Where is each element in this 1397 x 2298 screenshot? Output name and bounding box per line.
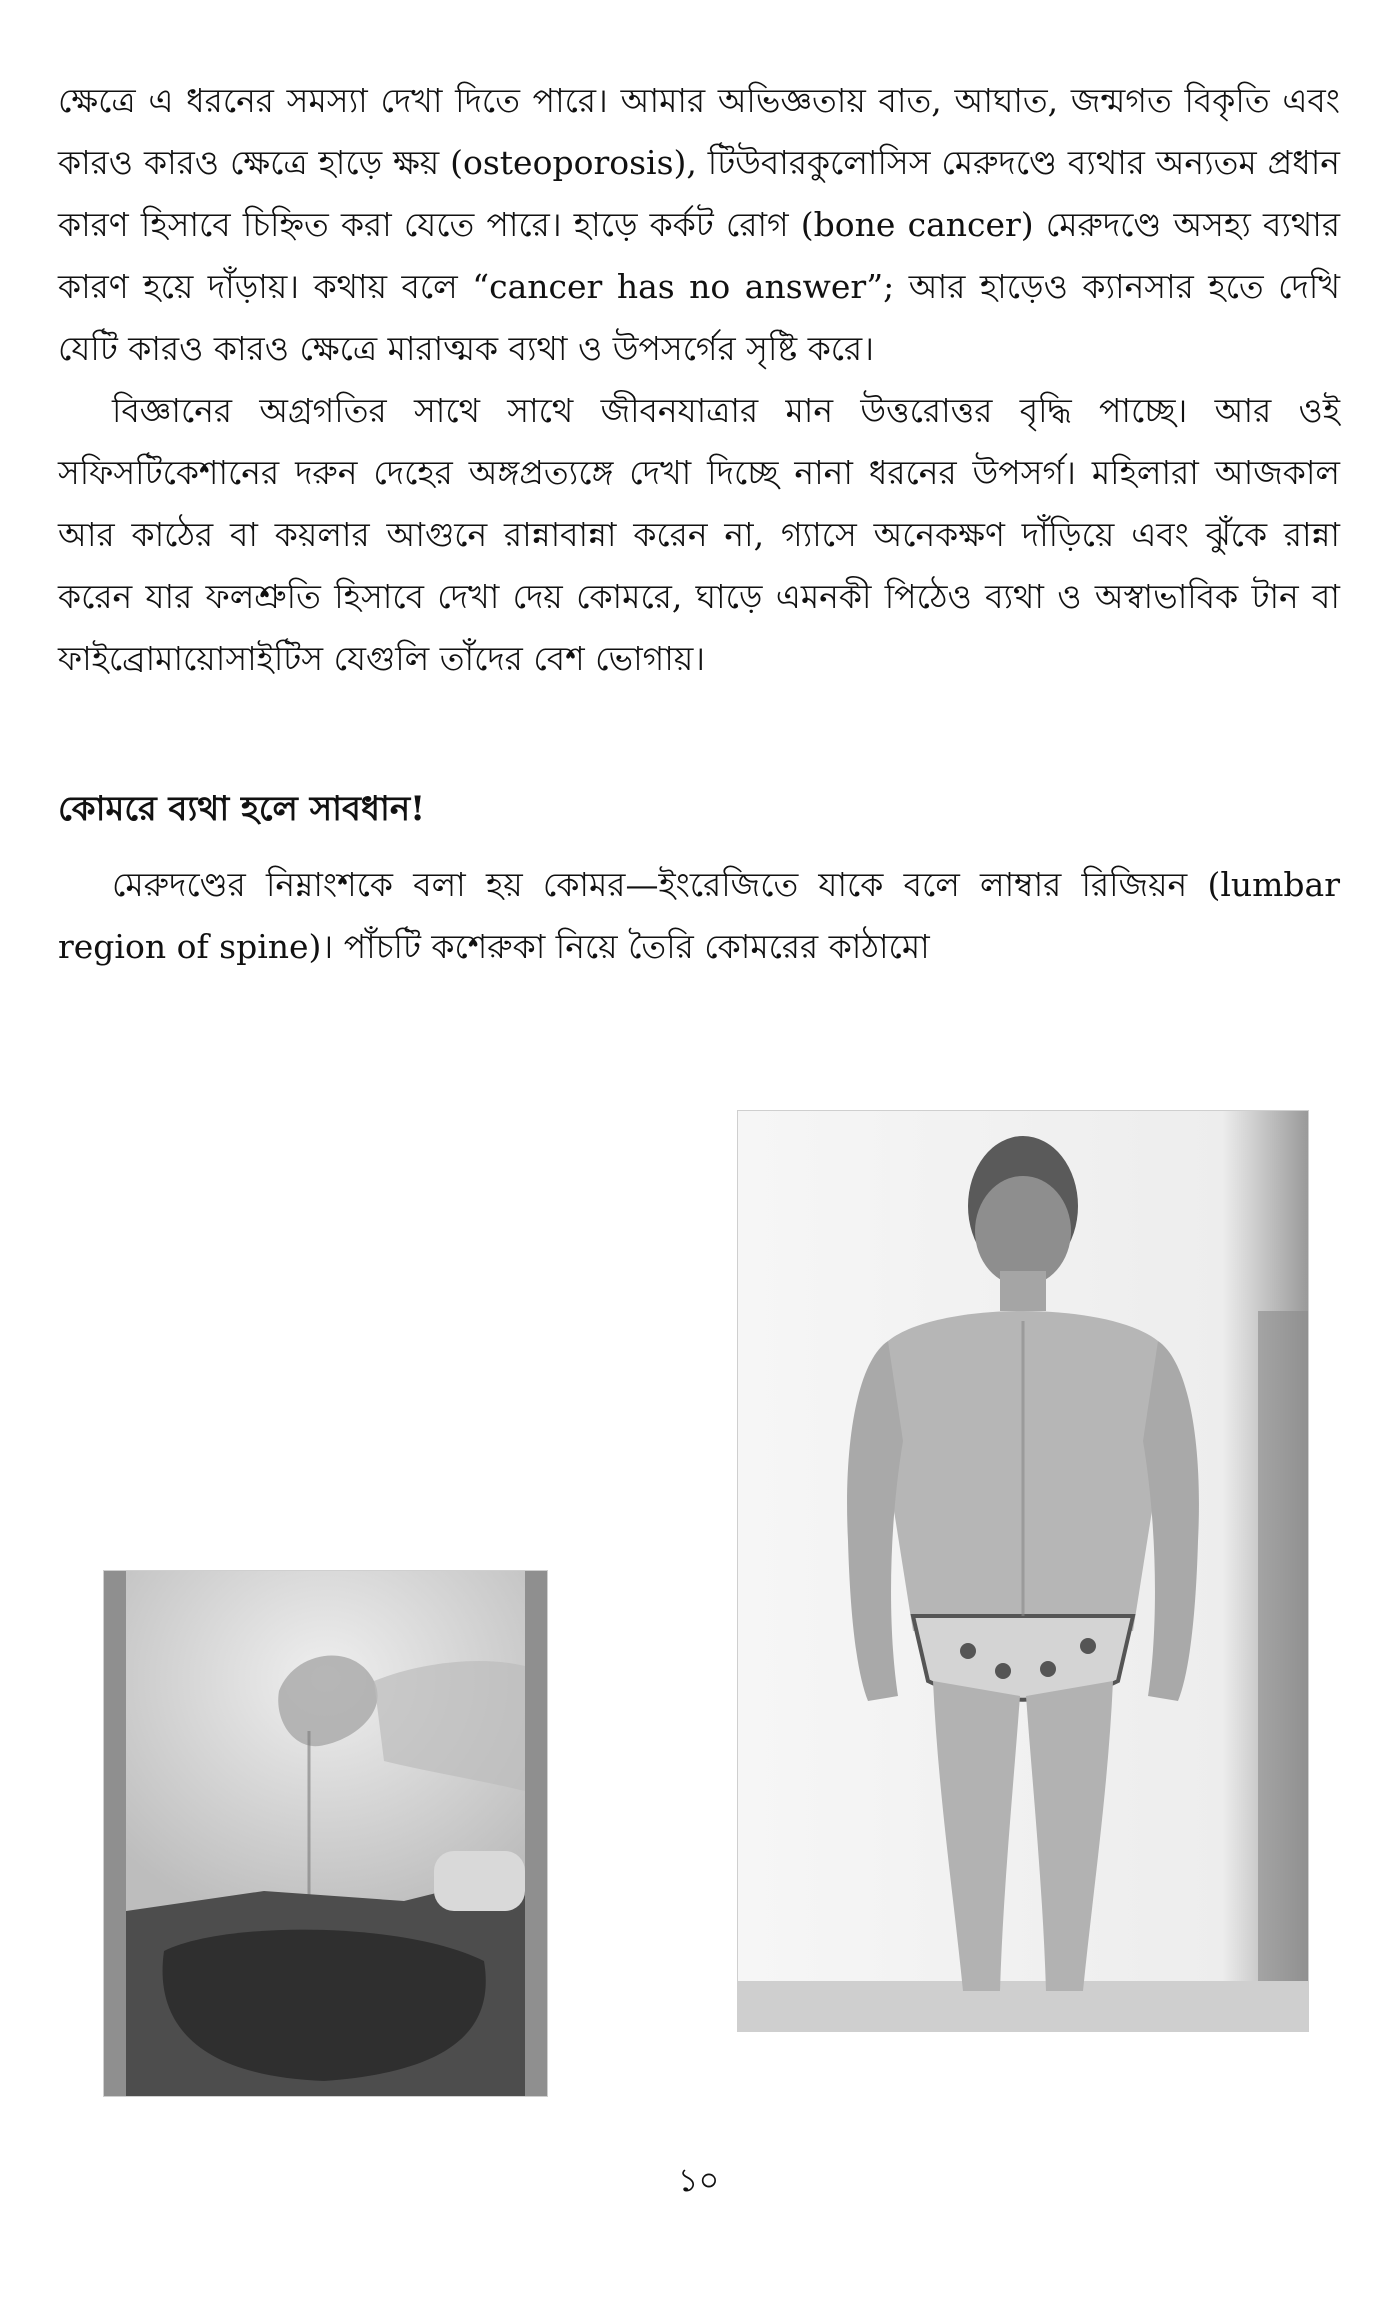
- paragraph-1: ক্ষেত্রে এ ধরনের সমস্যা দেখা দিতে পারে। আমার অভিজ্ঞতায় বাত, আঘাত, জন্মগত বিকৃতি এবং কারও কারও ক্ষেত্রে হাড়ে ক্ষয় (osteoporosis), টিউবারকুলোসিস মেরুদণ্ডে ব্যথার অন্যতম প্রধান কারণ হিসাবে চিহ্নিত করা যেতে পারে। হাড়ে কর্কট রোগ (bone cancer) মেরুদণ্ডে অসহ্য ব্যথার কারণ হয়ে দাঁড়ায়। কথায় বলে “cancer has no answer”; আর হাড়েও ক্যানসার হতে দেখি যেটি কারও কারও ক্ষেত্রে মারাত্মক ব্যথা ও উপসর্গের সৃষ্টি করে।: [58, 81, 1340, 368]
- photo-standing-man: [737, 1110, 1309, 2032]
- paragraph-2: বিজ্ঞানের অগ্রগতির সাথে সাথে জীবনযাত্রার মান উত্তরোত্তর বৃদ্ধি পাচ্ছে। আর ওই সফিসটিকেশানের দরুন দেহের অঙ্গপ্রত্যঙ্গে দেখা দিচ্ছে নানা ধরনের উপসর্গ। মহিলারা আজকাল আর কাঠের বা কয়লার আগুনে রান্নাবান্না করেন না, গ্যাসে অনেকক্ষণ দাঁড়িয়ে এবং ঝুঁকে রান্না করেন যার ফলশ্রুতি হিসাবে দেখা দেয় কোমরে, ঘাড়ে এমনকী পিঠেও ব্যথা ও অস্বাভাবিক টান বা ফাইব্রোমায়োসাইটিস যেগুলি তাঁদের বেশ ভোগায়।: [58, 391, 1340, 678]
- section-heading: কোমরে ব্যথা হলে সাবধান!: [58, 789, 426, 829]
- photo-standing-man-image: [738, 1111, 1308, 2031]
- photo-back-examination: [103, 1570, 548, 2097]
- paragraph-3: মেরুদণ্ডের নিম্নাংশকে বলা হয় কোমর—ইংরেজিতে যাকে বলে লাম্বার রিজিয়ন (lumbar region of spine)। পাঁচটি কশেরুকা নিয়ে তৈরি কোমরের কাঠামো: [58, 865, 1340, 966]
- page-number: ১০: [677, 2161, 720, 2199]
- body-text: [58, 70, 1340, 978]
- photo-back-examination-image: [104, 1571, 547, 2096]
